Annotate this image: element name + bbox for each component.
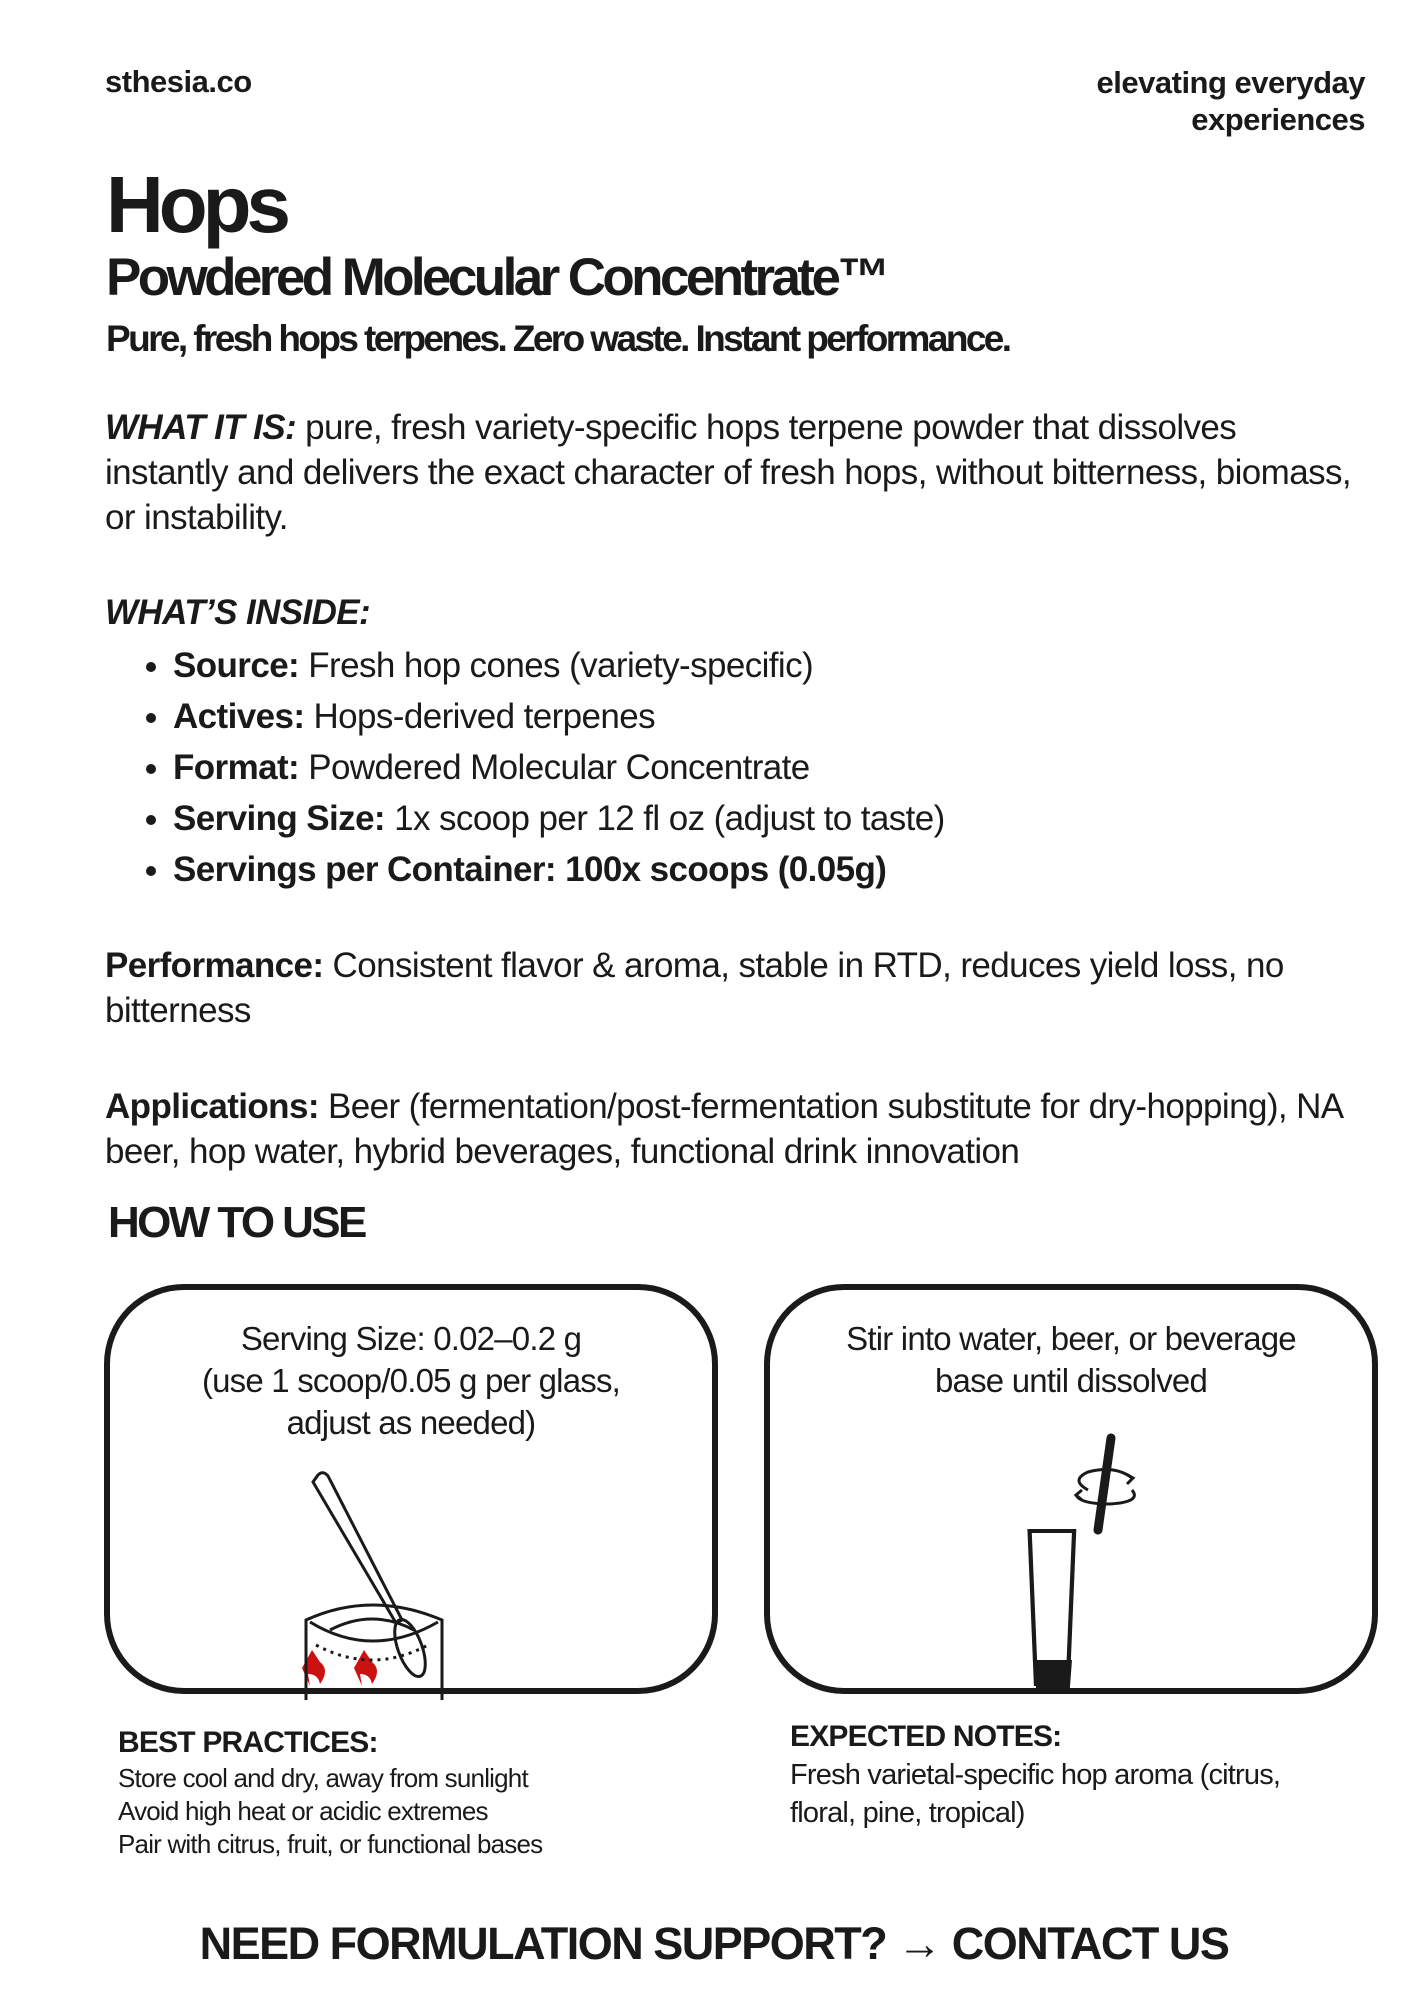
- item-label: Format:: [173, 748, 300, 787]
- item-label: Actives:: [173, 697, 305, 736]
- item-value: Hops-derived terpenes: [304, 697, 655, 736]
- expected-notes-text: Fresh varietal-specific hop aroma (citrus, floral, pine, tropical): [790, 1759, 1281, 1829]
- item-label: Source:: [173, 646, 300, 685]
- applications-text: Beer (fermentation/post-fermentation substitute for dry-hopping), NA beer, hop water, hybrid beverages, functional drink innovation: [105, 1087, 1342, 1171]
- glass-icon: [1030, 1531, 1075, 1688]
- step-line: Stir into water, beer, or beverage: [846, 1320, 1296, 1357]
- product-slogan: Pure, fresh hops terpenes. Zero waste. Instant performance.: [106, 318, 1010, 359]
- product-subtitle: Powdered Molecular Concentrate™: [106, 248, 887, 307]
- brand-name: sthesia.co: [105, 64, 252, 99]
- tagline-line: elevating everyday: [1096, 65, 1365, 100]
- item-label: Serving Size:: [173, 799, 385, 838]
- performance-text: Consistent flavor & aroma, stable in RTD, reduces yield loss, no bitterness: [105, 946, 1284, 1030]
- expected-notes-heading: EXPECTED NOTES:: [790, 1720, 1062, 1753]
- list-item: [173, 691, 945, 742]
- list-item: [173, 793, 945, 844]
- list-item: [173, 844, 945, 895]
- best-practices-list: [118, 1762, 542, 1861]
- step-line: base until dissolved: [934, 1362, 1207, 1399]
- scoop-into-pouch-illustration: [110, 1290, 712, 1700]
- what-it-is-text: pure, fresh variety-specific hops terpene powder that dissolves instantly and delivers the exact character of fresh hops, without bitterness, biomass, or instability.: [105, 408, 1351, 537]
- performance: [105, 943, 1365, 1033]
- what-it-is-label: WHAT IT IS:: [105, 408, 297, 447]
- list-item: Avoid high heat or acidic extremes: [118, 1796, 488, 1826]
- applications: [105, 1084, 1365, 1174]
- contact-us-cta[interactable]: NEED FORMULATION SUPPORT? → CONTACT US: [199, 1918, 1229, 1969]
- list-item: Store cool and dry, away from sunlight: [118, 1763, 528, 1793]
- whats-inside-heading: WHAT’S INSIDE:: [105, 593, 371, 632]
- item-label: Servings per Container: 100x scoops (0.05g): [173, 850, 887, 889]
- tagline-line: experiences: [1191, 102, 1365, 137]
- stir-stick-icon: [1098, 1438, 1111, 1530]
- product-title: Hops: [106, 160, 286, 249]
- item-value: Powdered Molecular Concentrate: [299, 748, 810, 787]
- how-to-use-heading: HOW TO USE: [108, 1198, 365, 1247]
- step-line: Serving Size: 0.02–0.2 g: [240, 1320, 582, 1357]
- stir-glass-illustration: [770, 1290, 1372, 1700]
- spoon-icon: [313, 1473, 432, 1681]
- whats-inside-list: [105, 640, 945, 895]
- tagline: [1097, 64, 1365, 138]
- step-serving-card: [104, 1284, 718, 1694]
- list-item: Pair with citrus, fruit, or functional bases: [118, 1829, 543, 1859]
- applications-label: Applications:: [105, 1087, 319, 1126]
- step-line: (use 1 scoop/0.05 g per glass,: [201, 1362, 621, 1399]
- what-it-is: [105, 405, 1365, 540]
- list-item: [173, 640, 945, 691]
- pouch-icon: [306, 1605, 442, 1700]
- best-practices-heading: BEST PRACTICES:: [118, 1726, 378, 1759]
- step-stir-card: [764, 1284, 1378, 1694]
- item-value: Fresh hop cones (variety-specific): [299, 646, 814, 685]
- list-item: [173, 742, 945, 793]
- step-line: adjust as needed): [286, 1404, 536, 1441]
- item-value: 1x scoop per 12 fl oz (adjust to taste): [385, 799, 945, 838]
- performance-label: Performance:: [105, 946, 324, 985]
